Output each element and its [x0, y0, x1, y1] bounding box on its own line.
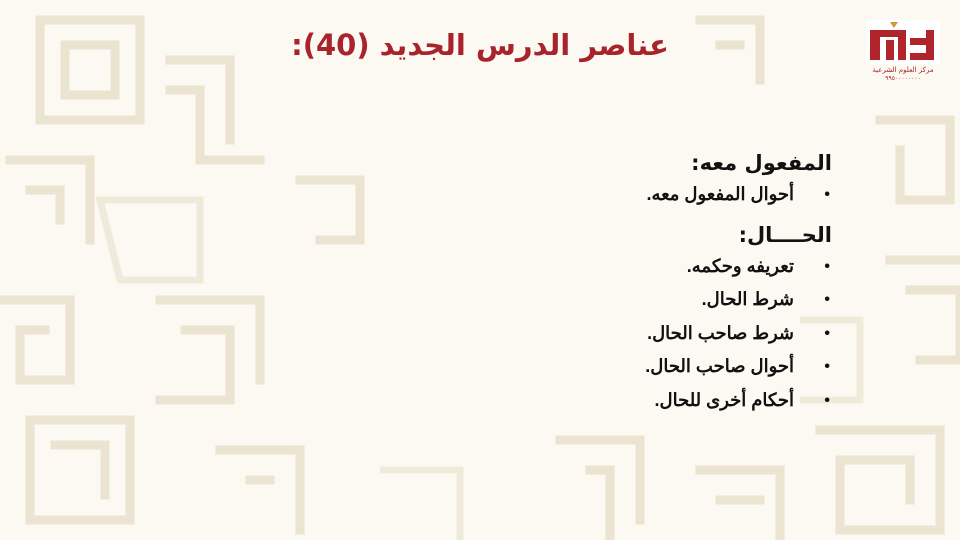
- list-item-text: شرط الحال.: [701, 289, 794, 309]
- bullet-icon: •: [824, 324, 830, 342]
- section-hal: [472, 220, 832, 418]
- list-item: [472, 317, 832, 351]
- section-items: [472, 250, 832, 418]
- ihkam-logo-mark: [864, 18, 942, 66]
- section-heading: المفعول معه:: [691, 151, 832, 175]
- logo-phone: ٩٩٥٠٠٠٠٠٠٠٠: [885, 75, 921, 82]
- list-item: [472, 250, 832, 284]
- slide-title: عناصر الدرس الجديد (40):: [291, 28, 669, 62]
- section-heading: الحــــال:: [738, 222, 832, 247]
- section-items: [472, 178, 832, 212]
- bullet-icon: •: [824, 391, 830, 409]
- list-item-text: أحوال صاحب الحال.: [645, 356, 794, 376]
- bullet-icon: •: [824, 257, 830, 275]
- list-item: [472, 178, 832, 212]
- logo-subtitle: مركز العلوم الشرعية: [872, 66, 934, 74]
- list-item-text: أحوال المفعول معه.: [646, 184, 794, 204]
- list-item-text: شرط صاحب الحال.: [647, 322, 794, 343]
- list-item: [472, 283, 832, 317]
- brand-logo: [864, 18, 942, 88]
- bullet-icon: •: [824, 291, 830, 308]
- list-item-text: أحكام أخرى للحال.: [654, 389, 794, 410]
- list-item-text: تعريفه وحكمه.: [686, 255, 794, 276]
- lesson-content: [472, 148, 832, 417]
- list-item: [472, 350, 832, 384]
- bullet-icon: •: [824, 358, 830, 375]
- bullet-icon: •: [824, 186, 830, 203]
- list-item: [472, 384, 832, 418]
- section-mafool-maahu: [472, 148, 832, 212]
